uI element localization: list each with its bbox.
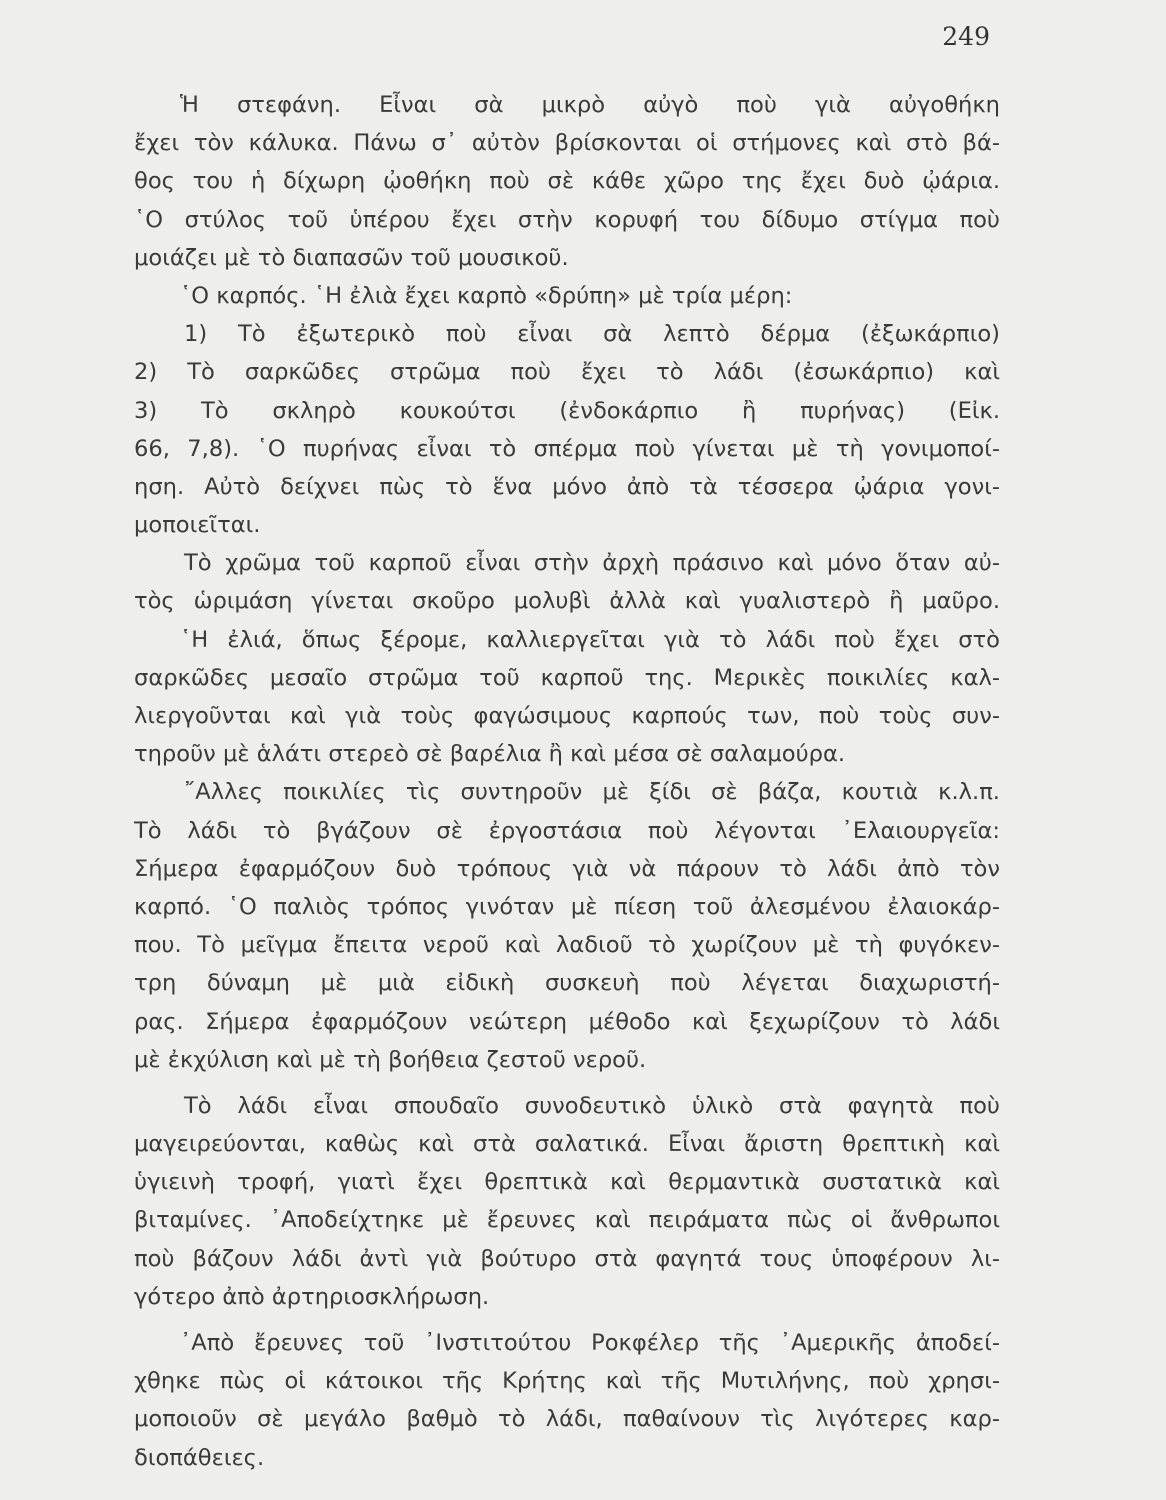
text-line: Τὸ χρῶμα τοῦ καρποῦ εἶναι στὴν ἀρχὴ πράσινο καὶ μόνο ὅταν αὐ- xyxy=(184,550,1000,577)
text-line: Τὸ λάδι τὸ βγάζουν σὲ ἐργοστάσια ποὺ λέγονται ᾿Ελαιουργεῖα: xyxy=(134,817,1000,844)
text-line: ὑγιεινὴ τροφή, γιατὶ ἔχει θρεπτικὰ καὶ θερμαντικὰ συστατικὰ καὶ xyxy=(134,1169,1000,1196)
text-line: τὸς ὡριμάση γίνεται σκοῦρο μολυβὶ ἀλλὰ καὶ γυαλιστερὸ ἢ μαῦρο. xyxy=(134,588,1000,615)
text-line: χθηκε πὼς οἱ κάτοικοι τῆς Κρήτης καὶ τῆς Μυτιλήνης, ποὺ χρησι- xyxy=(134,1368,1000,1395)
text-line: καρπό. ῾Ο παλιὸς τρόπος γινόταν μὲ πίεση τοῦ ἀλεσμένου ἐλαιοκάρ- xyxy=(134,893,1000,920)
text-line: που. Τὸ μεῖγμα ἔπειτα νεροῦ καὶ λαδιοῦ τὸ χωρίζουν μὲ τὴ φυγόκεν- xyxy=(134,932,1000,959)
text-line: ἔχει τὸν κάλυκα. Πάνω σ᾿ αὐτὸν βρίσκονται οἱ στήμονες καὶ στὸ βά- xyxy=(134,130,1000,157)
text-line: λιεργοῦνται καὶ γιὰ τοὺς φαγώσιμους καρπούς των, ποὺ τοὺς συν- xyxy=(134,703,1000,729)
text-line: Τὸ λάδι εἶναι σπουδαῖο συνοδευτικὸ ὑλικὸ στὰ φαγητὰ ποὺ xyxy=(184,1092,1000,1119)
text-line: 3) Τὸ σκληρὸ κουκούτσι (ἐνδοκάρπιο ἢ πυρήνας) (Εἰκ. xyxy=(134,397,1000,424)
text-line: ῾Ο στύλος τοῦ ὑπέρου ἔχει στὴν κορυφή του δίδυμο στίγμα ποὺ xyxy=(134,206,1000,233)
text-line: γότερο ἀπὸ ἀρτηριοσκλήρωση. xyxy=(134,1283,490,1310)
text-line: ρας. Σήμερα ἐφαρμόζουν νεώτερη μέθοδο καὶ ξεχωρίζουν τὸ λάδι xyxy=(134,1008,1000,1035)
text-line: ῎Αλλες ποικιλίες τὶς συντηροῦν μὲ ξίδι σὲ βάζα, κουτιὰ κ.λ.π. xyxy=(184,779,1000,806)
text-line: μὲ ἐκχύλιση καὶ μὲ τὴ βοήθεια ζεστοῦ νεροῦ. xyxy=(134,1046,647,1073)
text-line: τηροῦν μὲ ἁλάτι στερεὸ σὲ βαρέλια ἢ καὶ μέσα σὲ σαλαμούρα. xyxy=(134,741,846,768)
text-line: ποὺ βάζουν λάδι ἀντὶ γιὰ βούτυρο στὰ φαγητά τους ὑποφέρουν λι- xyxy=(134,1245,1000,1272)
text-line: ῾Η ἐλιά, ὅπως ξέρομε, καλλιεργεῖται γιὰ τὸ λάδι ποὺ ἔχει στὸ xyxy=(180,626,1000,653)
body-text xyxy=(134,86,1000,1477)
text-line: 2) Τὸ σαρκῶδες στρῶμα ποὺ ἔχει τὸ λάδι (ἐσωκάρπιο) καὶ xyxy=(134,359,1000,386)
text-line: τρη δύναμη μὲ μιὰ εἰδικὴ συσκευὴ ποὺ λέγεται διαχωριστή- xyxy=(134,970,1000,997)
text-line: ᾿Απὸ ἔρευνες τοῦ ᾿Ινστιτούτου Ροκφέλερ τῆς ᾿Αμερικῆς ἀποδεί- xyxy=(180,1330,1000,1356)
text-line: σαρκῶδες μεσαῖο στρῶμα τοῦ καρποῦ της. Μερικὲς ποικιλίες καλ- xyxy=(134,664,1000,691)
text-line: μοποιοῦν σὲ μεγάλο βαθμὸ τὸ λάδι, παθαίνουν τὶς λιγότερες καρ- xyxy=(134,1406,1000,1433)
text-line: Ἡ στεφάνη. Εἶναι σὰ μικρὸ αὐγὸ ποὺ γιὰ αὐγοθήκη xyxy=(180,92,1000,118)
text-line: μοποιεῖται. xyxy=(134,512,261,539)
text-line: ηση. Αὐτὸ δείχνει πὼς τὸ ἕνα μόνο ἀπὸ τὰ τέσσερα ᾠάρια γονι- xyxy=(134,473,1000,500)
text-line: 66, 7,8). ῾Ο πυρήνας εἶναι τὸ σπέρμα ποὺ γίνεται μὲ τὴ γονιμοποί- xyxy=(134,435,1000,462)
text-line: Σήμερα ἐφαρμόζουν δυὸ τρόπους γιὰ νὰ πάρουν τὸ λάδι ἀπὸ τὸν xyxy=(134,855,1000,882)
text-line: βιταμίνες. ᾿Αποδείχτηκε μὲ ἔρευνες καὶ πειράματα πὼς οἱ ἄνθρωποι xyxy=(134,1207,1000,1234)
text-line: μαγειρεύονται, καθὼς καὶ στὰ σαλατικά. Εἶναι ἄριστη θρεπτικὴ καὶ xyxy=(134,1131,1000,1158)
page-number: 249 xyxy=(942,22,990,51)
text-line: διοπάθειες. xyxy=(134,1444,265,1471)
text-line: θος του ἡ δίχωρη ᾠοθήκη ποὺ σὲ κάθε χῶρο της ἔχει δυὸ ᾠάρια. xyxy=(134,168,1000,195)
text-line: μοιάζει μὲ τὸ διαπασῶν τοῦ μουσικοῦ. xyxy=(134,244,569,271)
text-line: ῾Ο καρπός. ῾Η ἐλιὰ ἔχει καρπὸ «δρύπη» μὲ τρία μέρη: xyxy=(180,282,793,309)
text-line: 1) Τὸ ἐξωτερικὸ ποὺ εἶναι σὰ λεπτὸ δέρμα (ἐξωκάρπιο) xyxy=(184,321,1000,348)
